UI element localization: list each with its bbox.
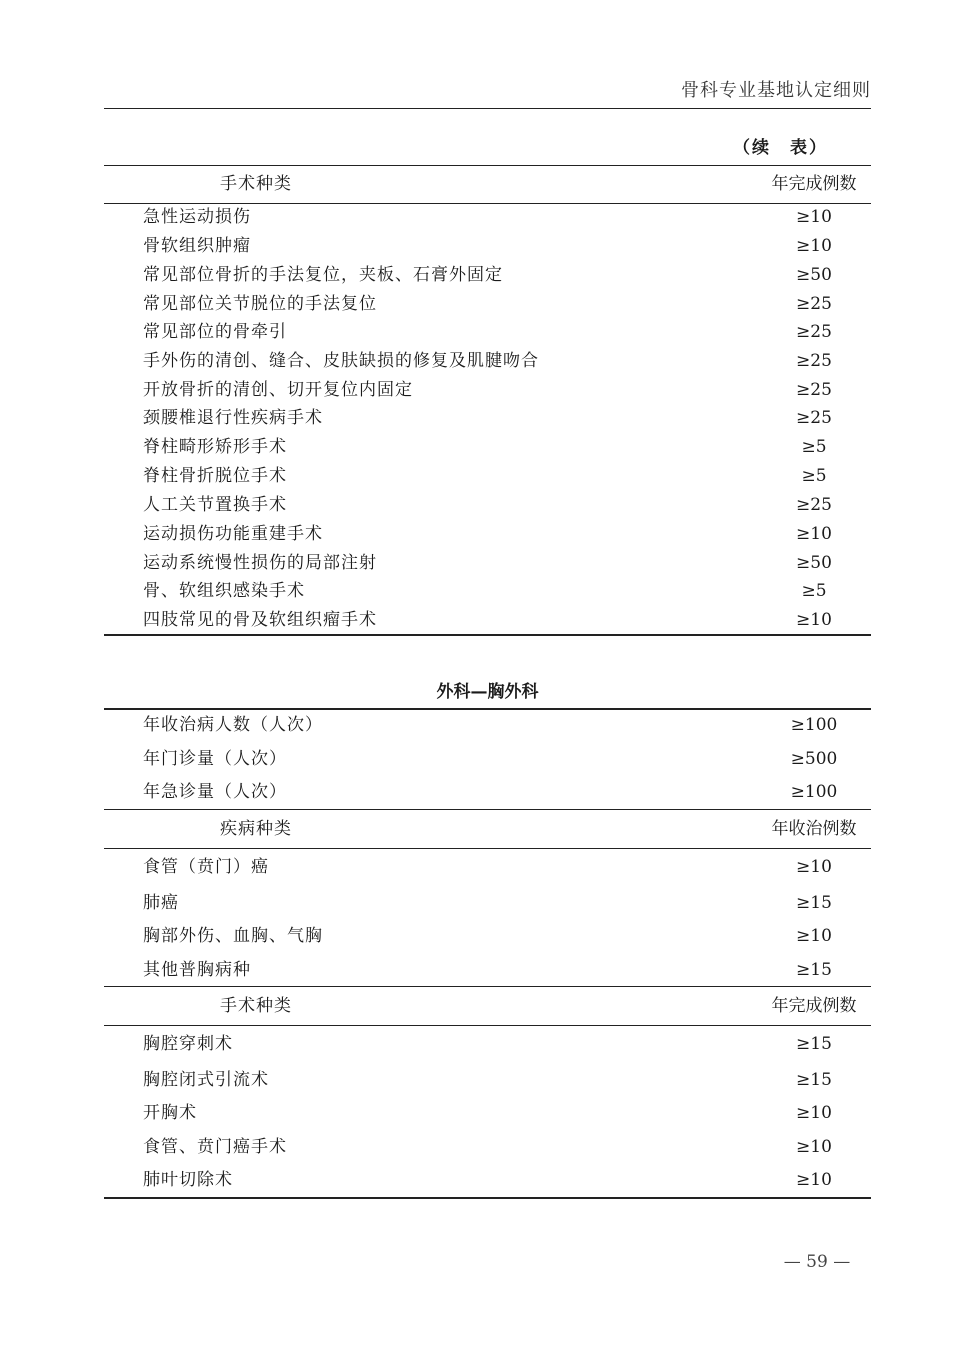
row-name: 运动系统慢性损伤的局部注射 (143, 553, 377, 573)
table-row (104, 318, 871, 346)
row-name: 脊柱骨折脱位手术 (143, 466, 287, 486)
row-name: 胸部外伤、血胸、气胸 (143, 926, 323, 946)
table2-rule (104, 809, 871, 810)
header-rule (104, 108, 871, 109)
row-name: 食管（贲门）癌 (143, 857, 269, 877)
table-row (104, 711, 871, 739)
table-row (104, 261, 871, 289)
row-name: 开胸术 (143, 1103, 197, 1123)
column-header: 年收治例数 (771, 819, 857, 839)
row-name: 四肢常见的骨及软组织瘤手术 (143, 610, 377, 630)
table-row (104, 778, 871, 806)
row-name: 骨软组织肿瘤 (143, 236, 251, 256)
row-value: ≥10 (796, 1170, 832, 1190)
table2-bottom-rule (104, 1197, 871, 1199)
table-row (104, 1099, 871, 1127)
table-row (104, 462, 871, 490)
row-name: 年收治病人数（人次） (143, 715, 323, 735)
row-name: 胸腔穿刺术 (143, 1034, 233, 1054)
row-name: 手外伤的清创、缝合、皮肤缺损的修复及肌腱吻合 (143, 351, 539, 371)
table-row (104, 404, 871, 432)
table-row (104, 745, 871, 773)
row-value: ≥10 (796, 926, 832, 946)
row-value: ≥25 (796, 322, 832, 342)
disease-header-row (104, 815, 871, 843)
row-value: ≥100 (790, 715, 838, 735)
row-value: ≥25 (796, 294, 832, 314)
row-name: 肺叶切除术 (143, 1170, 233, 1190)
column-header: 年完成例数 (771, 996, 857, 1016)
row-value: ≥10 (796, 1103, 832, 1123)
table2-rule (104, 1025, 871, 1026)
table-row (104, 1166, 871, 1194)
row-value: ≥100 (790, 782, 838, 802)
table-row (104, 290, 871, 318)
table-row (104, 433, 871, 461)
row-value: ≥15 (796, 893, 832, 913)
row-value: ≥25 (796, 495, 832, 515)
table1-header-row (104, 170, 871, 198)
row-name: 食管、贲门癌手术 (143, 1137, 287, 1157)
row-name: 骨、软组织感染手术 (143, 581, 305, 601)
row-name: 年门诊量（人次） (143, 749, 287, 769)
row-value: ≥10 (796, 1137, 832, 1157)
row-name: 常见部位关节脱位的手法复位 (143, 294, 377, 314)
row-value: ≥15 (796, 1070, 832, 1090)
row-value: ≥5 (801, 466, 827, 486)
row-name: 年急诊量（人次） (143, 782, 287, 802)
row-value: ≥25 (796, 408, 832, 428)
row-value: ≥10 (796, 857, 832, 877)
row-value: ≥5 (801, 581, 827, 601)
table-row (104, 1066, 871, 1094)
row-name: 开放骨折的清创、切开复位内固定 (143, 380, 413, 400)
table-row (104, 1133, 871, 1161)
table-row (104, 922, 871, 950)
row-value: ≥10 (796, 610, 832, 630)
table-row (104, 853, 871, 881)
row-value: ≥10 (796, 236, 832, 256)
table-row (104, 889, 871, 917)
row-name: 急性运动损伤 (143, 207, 251, 227)
table-row (104, 549, 871, 577)
column-header: 手术种类 (220, 174, 292, 194)
table2-rule (104, 848, 871, 849)
row-name: 肺癌 (143, 893, 179, 913)
row-value: ≥10 (796, 524, 832, 544)
column-header: 疾病种类 (220, 819, 292, 839)
row-name: 常见部位的骨牵引 (143, 322, 287, 342)
table-row (104, 491, 871, 519)
table-row (104, 956, 871, 984)
row-value: ≥10 (796, 207, 832, 227)
row-name: 常见部位骨折的手法复位，夹板、石膏外固定 (143, 265, 503, 285)
table2-rule (104, 986, 871, 987)
table-row (104, 203, 871, 231)
column-header: 年完成例数 (771, 174, 857, 194)
row-name: 人工关节置换手术 (143, 495, 287, 515)
row-name: 其他普胸病种 (143, 960, 251, 980)
running-header: 骨科专业基地认定细则 (681, 80, 871, 101)
surgery-header-row (104, 992, 871, 1020)
page-number: — 59 — (783, 1252, 851, 1272)
row-name: 运动损伤功能重建手术 (143, 524, 323, 544)
table1-top-rule (104, 165, 871, 166)
row-value: ≥5 (801, 437, 827, 457)
table-row (104, 232, 871, 260)
row-value: ≥15 (796, 1034, 832, 1054)
row-value: ≥50 (796, 553, 832, 573)
row-value: ≥15 (796, 960, 832, 980)
section-title: 外科—胸外科 (436, 682, 539, 702)
table-row (104, 376, 871, 404)
row-value: ≥500 (790, 749, 838, 769)
row-name: 颈腰椎退行性疾病手术 (143, 408, 323, 428)
table1-bottom-rule (104, 634, 871, 636)
table-row (104, 577, 871, 605)
row-value: ≥25 (796, 351, 832, 371)
table-row (104, 520, 871, 548)
row-value: ≥25 (796, 380, 832, 400)
table-row (104, 347, 871, 375)
table2-top-rule (104, 708, 871, 710)
row-name: 胸腔闭式引流术 (143, 1070, 269, 1090)
row-name: 脊柱畸形矫形手术 (143, 437, 287, 457)
continued-label: （续 表） (733, 138, 828, 158)
row-value: ≥50 (796, 265, 832, 285)
table-row (104, 1030, 871, 1058)
table-row (104, 606, 871, 634)
column-header: 手术种类 (220, 996, 292, 1016)
